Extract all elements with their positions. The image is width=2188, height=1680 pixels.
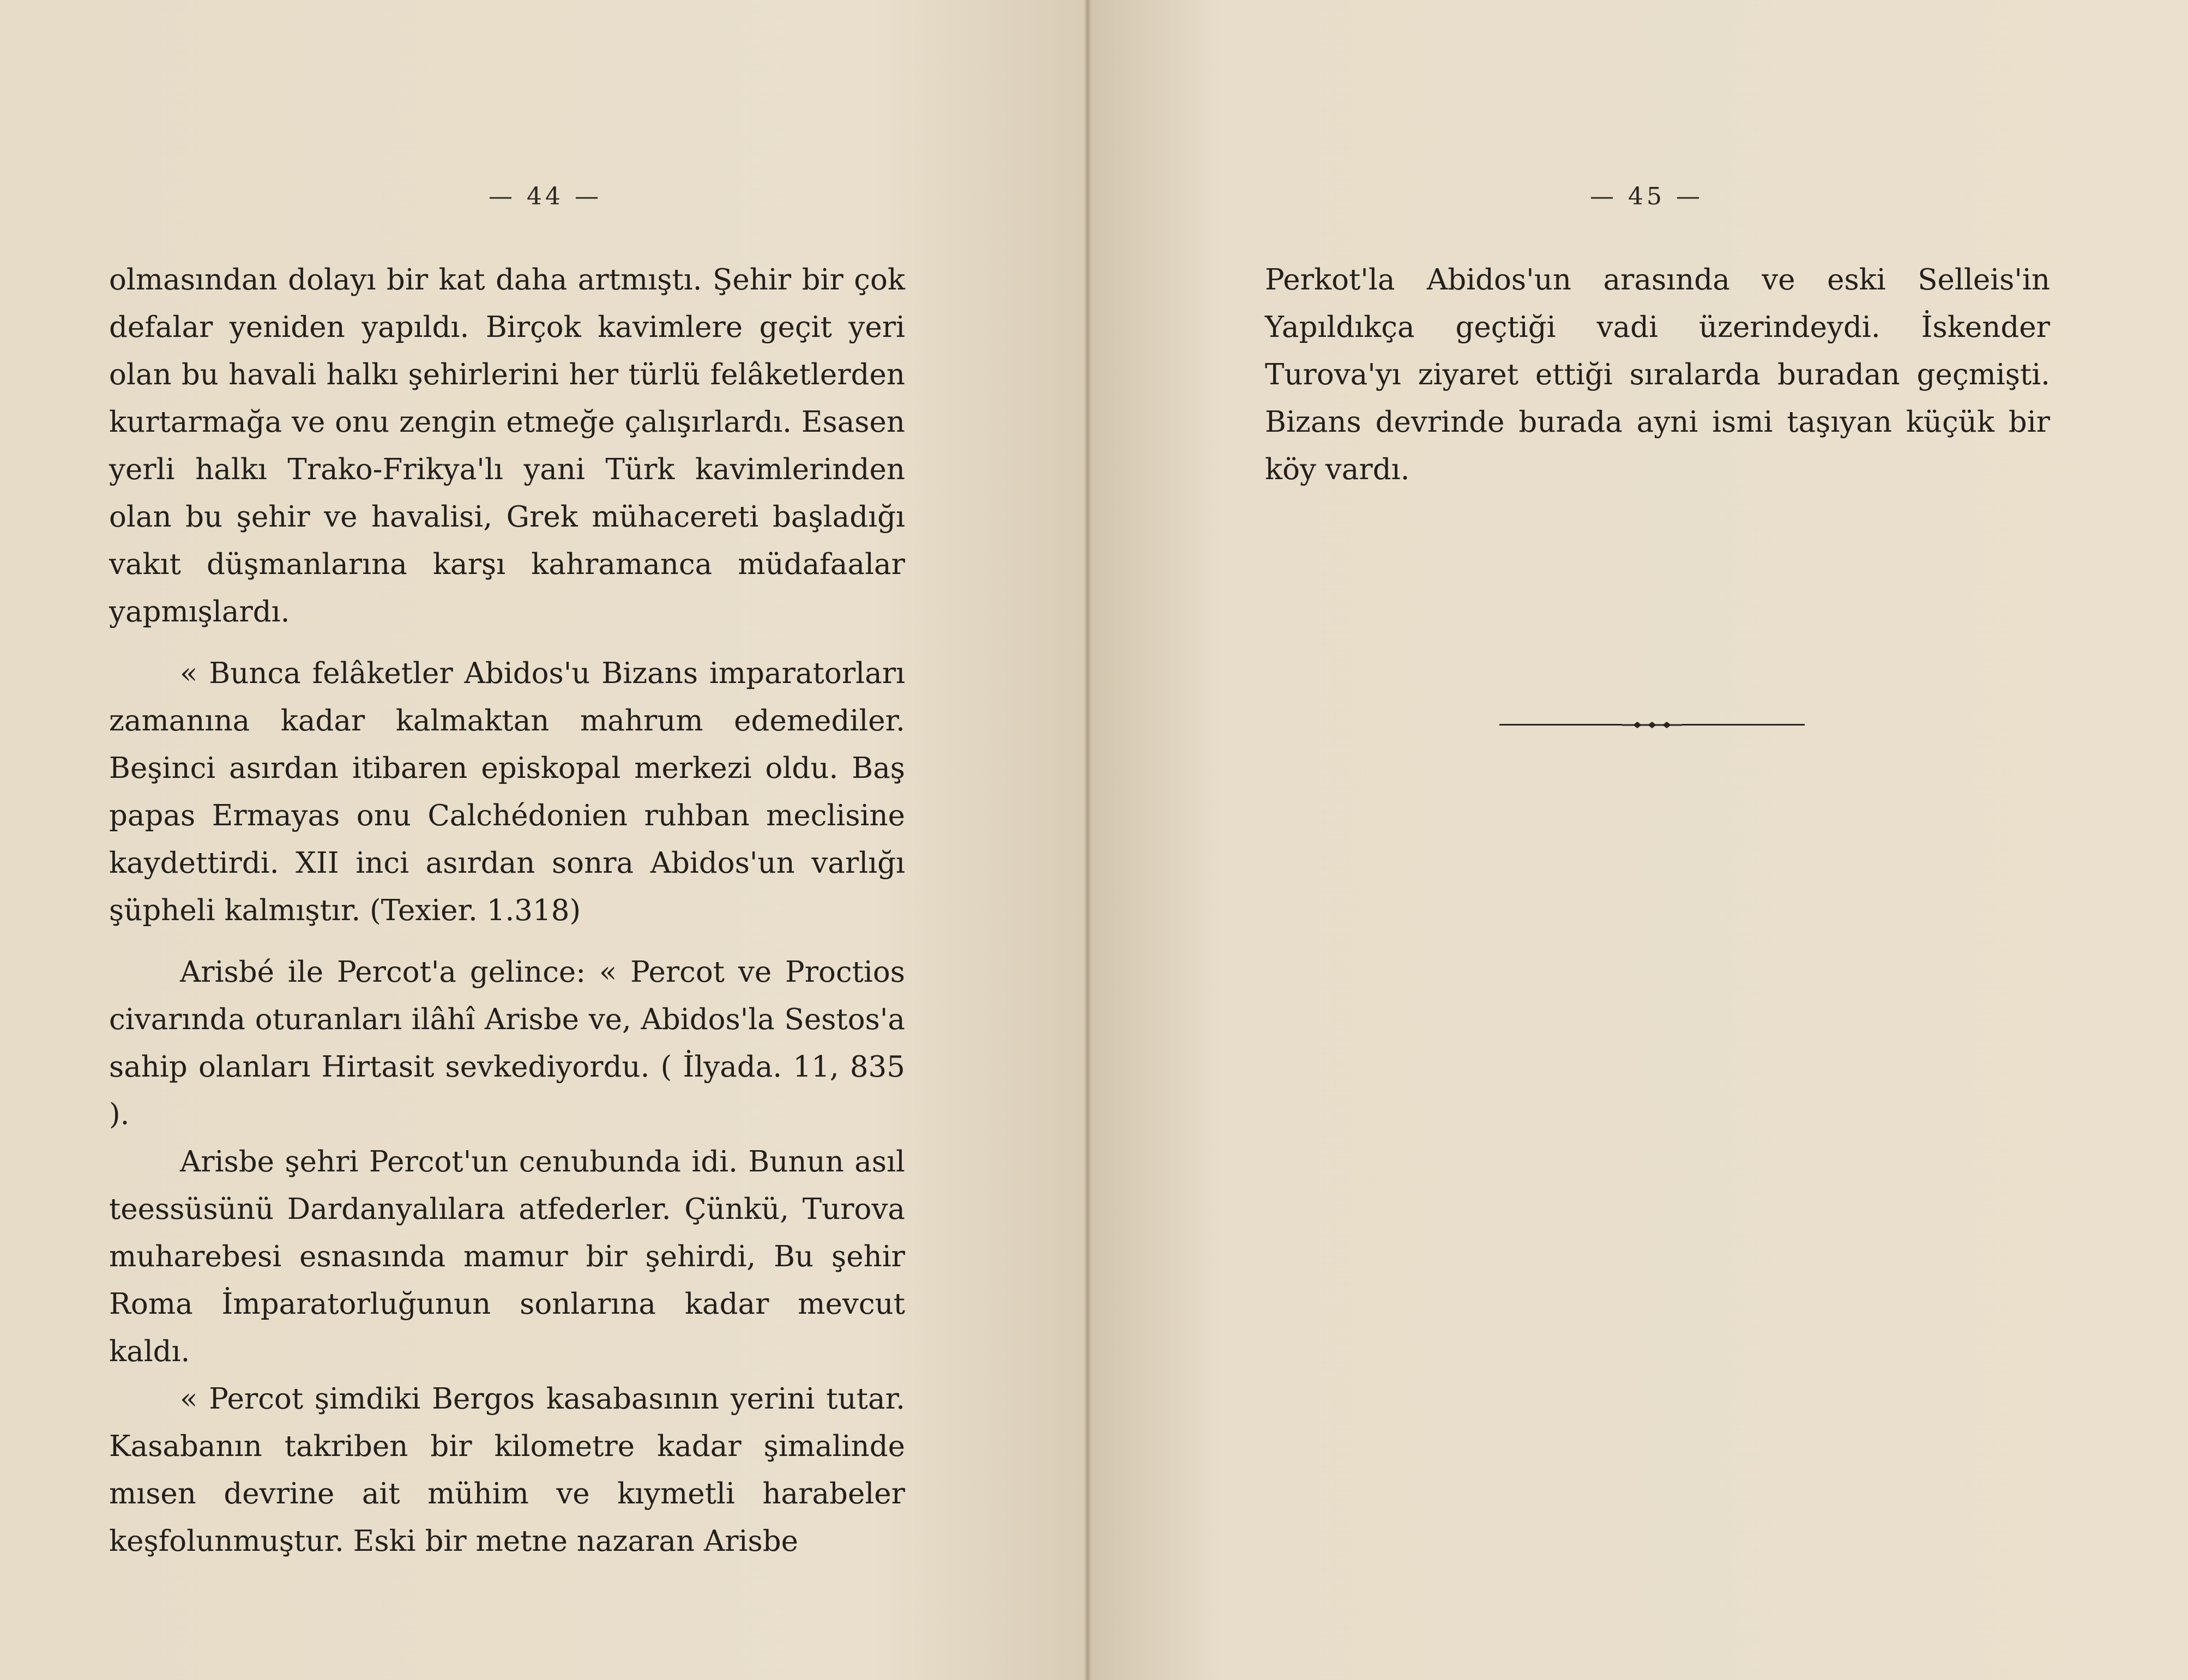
paragraph: Perkot'la Abidos'un arasında ve eski Selleis'in Yapıldıkça geçtiği vadi üzerindeydi. İskender Turova'yı ziyaret ettiği sıralarda buradan geçmişti. Bizans devrinde burada ayni ismi taşıyan küçük bir köy vardı. <box>1265 263 2050 486</box>
left-page <box>0 0 1090 1680</box>
paragraph: Arisbé ile Percot'a gelince: « Percot ve Proctios civarında oturanları ilâhî Arisbe ve, Abidos'la Sestos'a sahip olanları Hirtasit sevkediyordu. ( İlyada. 11, 835 ). <box>109 956 905 1131</box>
section-end-ornament <box>1499 717 1805 733</box>
left-page-body <box>109 256 905 1565</box>
paragraph: olmasından dolayı bir kat daha artmıştı. Şehir bir çok defalar yeniden yapıldı. Birçok kavimlere geçit yeri olan bu havali halkı şehirlerini her türlü felâketlerden kurtarmağa ve onu zengin etmeğe çalışırlardı. Esasen yerli halkı Trako-Frikya'lı yani Türk kavimlerinden olan bu şehir ve havalisi, Grek mühacereti başladığı vakıt düşmanlarına karşı kahramanca müdafaalar yapmışlardı. <box>109 263 905 629</box>
page-number: — 45 — <box>1590 183 1703 210</box>
right-page <box>1090 0 2188 1680</box>
page-number: — 44 — <box>489 183 602 210</box>
paragraph: Arisbe şehri Percot'un cenubunda idi. Bunun asıl teessüsünü Dardanyalılara atfederler. Çünkü, Turova muharebesi esnasında mamur bir şehirdi, Bu şehir Roma İmparatorluğunun sonlarına kadar mevcut kaldı. <box>109 1145 905 1368</box>
right-page-body <box>1265 256 2050 493</box>
paragraph: « Percot şimdiki Bergos kasabasının yerini tutar. Kasabanın takriben bir kilometre kadar şimalinde mısen devrine ait mühim ve kıymetli harabeler keşfolunmuştur. Eski bir metne nazaran Arisbe <box>109 1382 905 1558</box>
book-gutter <box>1084 0 1092 1680</box>
ornament-diamonds-icon <box>1622 717 1682 733</box>
paragraph: « Bunca felâketler Abidos'u Bizans imparatorları zamanına kadar kalmaktan mahrum edemediler. Beşinci asırdan itibaren episkopal merkezi oldu. Baş papas Ermayas onu Calchédonien ruhban meclisine kaydettirdi. XII inci asırdan sonra Abidos'un varlığı şüpheli kalmıştır. (Texier. 1.318) <box>109 657 905 927</box>
